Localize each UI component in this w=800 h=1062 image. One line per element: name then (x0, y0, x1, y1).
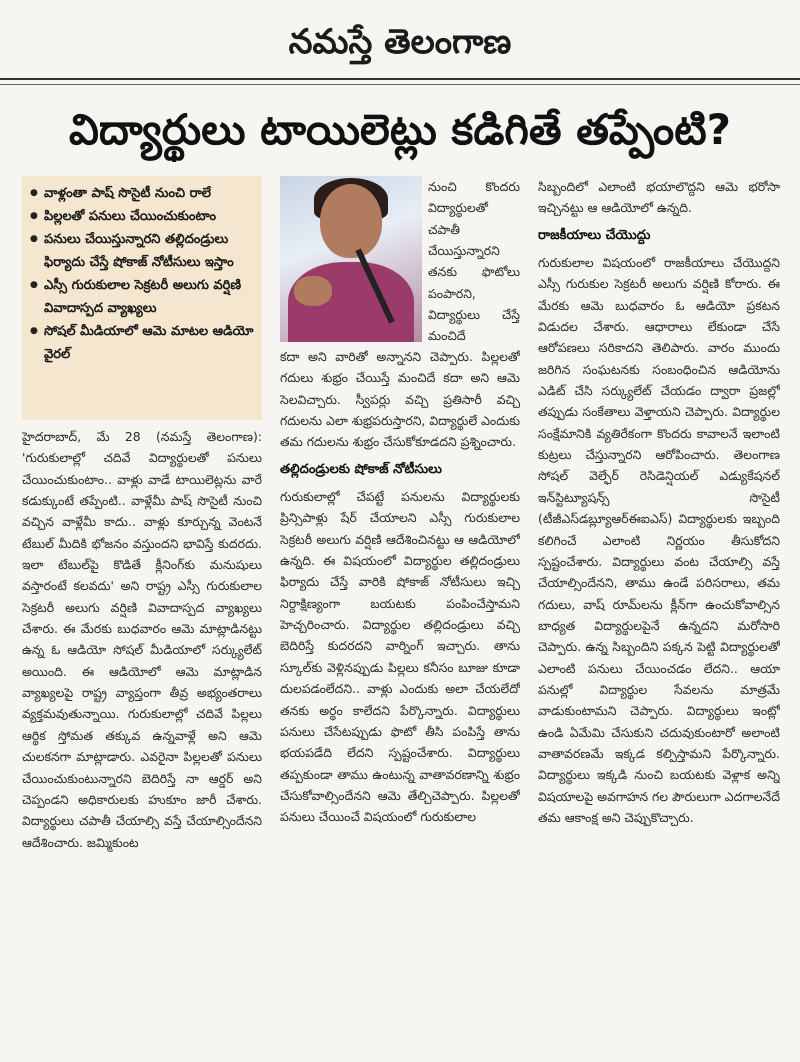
column-1-text: హైదరాబాద్, మే 28 (నమస్తే తెలంగాణ): 'గురుకులాల్లో చదివే విద్యార్థులతో పనులు చేయించుకుంటాం.. వాళ్లు వాడే టాయిలెట్లను వారే కడుక్కుంటే తప్పేంటి.. వాళ్లేమీ పాష్‌ సొసైటీ నుంచి వచ్చిన వాళ్లేమీ కాదు.. వాళ్లు కూర్చున్న వెంటనే టేబుల్‌ మీదికి భోజనం వస్తుందని భావిస్తే కుదరదు. ఇలా టేబుల్‌పై కొడితే క్లీనింగ్‌కు మనుషులు వస్తారంటే కలవదు' అని రాష్ట్ర ఎస్సీ గురుకులాల సెక్రటరీ అలుగు వర్షిణి వివాదాస్పద వ్యాఖ్యలు చేశారు. ఈ మేరకు బుధవారం ఆమె మాట్లాడినట్టు ఉన్న ఓ ఆడియో సోషల్‌ మీడియాలో సర్క్యులేట్‌ అయింది. ఈ ఆడియోలో ఆమె మాట్లాడిన వ్యాఖ్యలపై రాష్ట్ర వ్యాప్తంగా తీవ్ర అభ్యంతరాలు వ్యక్తమవుతున్నాయి. గురుకులాల్లో చదివే పిల్లలు ఆర్థిక స్తోమత తక్కువ ఉన్నవాళ్లే అని ఆమె చులకనగా మాట్లాడారు. ఎవరైనా పిల్లలతో పనులు చేయించుకుంటున్నారని బెదిరిస్తే నా ఆర్డర్‌ అని చెప్పండని అధికారులకు హుకూం జారీ చేశారు. విద్యార్థులు చపాతీ చేయాల్సి వస్తే చేయాల్సిందేనని ఆదేశించారు. జమ్మికుంట (22, 429, 262, 850)
newspaper-masthead: నమస్తే తెలంగాణ (288, 22, 512, 62)
article-column-1 (22, 426, 262, 918)
article-column-2-top (428, 176, 520, 348)
subheading-parents-notice: తల్లిదండ్రులకు షోకాజ్‌ నోటీసులు (280, 461, 442, 477)
article-headline: విద్యార్థులు టాయిలెట్లు కడిగితే తప్పేంటి? (68, 105, 732, 154)
column-2-top-text: నుంచి కొందరు విద్యార్థులతో చపాతీ చేయిస్తున్నారని తనకు ఫొటోలు పంపారని, విద్యార్థులు చేస్తే మంచిదే (428, 179, 520, 344)
highlight-item: ● వాళ్లంతా పాష్‌ సొసైటీ నుంచి రాలే (30, 182, 254, 205)
masthead-rule (0, 78, 800, 80)
article-column-3 (538, 176, 780, 918)
highlight-item: ● పనులు చేయిస్తున్నారని తల్లిదండ్రులు ఫిర్యాదు చేస్తే షోకాజ్‌ నోటీసులు ఇస్తాం (30, 228, 254, 274)
highlight-item: ● సోషల్‌ మీడియాలో ఆమె మాటల ఆడియో వైరల్‌ (30, 320, 254, 366)
column-2-text: కదా అని వారితో అన్నానని చెప్పారు. పిల్లలతో గదులు శుభ్రం చేయిస్తే మంచిదే కదా అని ఆమె సెలవిచ్చారు. స్వీపర్లు వచ్చి ప్రతిసారీ వచ్చి గదులను ఎలా శుభ్రపరుస్తారని, విద్యార్థులే ఎందుకు తమ గదులను శుభ్రం చేసుకోకూడదని ప్రశ్నించారు. (280, 349, 520, 450)
official-photo (280, 176, 422, 342)
highlight-item: ● ఎస్సీ గురుకులాల సెక్రటరీ అలుగు వర్షిణి వివాదాస్పద వ్యాఖ్యలు (30, 274, 254, 320)
article-column-2 (280, 346, 520, 918)
column-3-text: సిబ్బందిలో ఎలాంటి భయాలొద్దని ఆమె భరోసా ఇచ్చినట్టు ఆ ఆడియోలో ఉన్నది. (538, 179, 780, 216)
column-3-text-2: గురుకులాల విషయంలో రాజకీయాలు చేయొద్దని ఎస్సీ గురుకుల సెక్రటరీ అలుగు వర్షిణి కోరారు. ఈ మేరకు ఆమె బుధవారం ఓ ఆడియో ప్రకటన విడుదల చేశారు. ఆధారాలు లేకుండా చేసే ఆరోపణలు సరికాదని తెలిపారు. వారం ముందు జరిగిన సంఘటనకు సంబంధించిన ఆడియోను ఎడిట్‌ చేసి సర్క్యులేట్‌ చేయడం ద్వారా ప్రజల్లో తప్పుడు సంకేతాలు వెళ్తాయని చెప్పారు. విద్యార్థుల సంక్షేమానికి వ్యతిరేకంగా కొందరు కావాలనే ఇలాంటి కుట్రలు చేస్తున్నారని ఆరోపించారు. తెలంగాణ సోషల్‌ వెల్ఫేర్‌ రెసిడెన్షియల్‌ ఎడ్యుకేషనల్‌ ఇన్‌స్టిట్యూషన్స్‌ సొసైటీ (టీజీఎస్‌డబ్ల్యూఆర్‌ఈఐఎస్‌) విద్యార్థులకు ఇబ్బంది కలిగించే ఎలాంటి నిర్ణయం తీసుకోదని స్పష్టంచేశారు. విద్యార్థులు వంట చేయాల్సి వస్తే చేయాల్సిందేనని, తాము ఉండే పరిసరాలు, తమ గదులు, వాష్‌ రూమ్‌లను క్లీన్‌గా ఉంచుకోవాల్సిన బాధ్యత విద్యార్థులపైనే ఉన్నదని మరోసారి చెప్పారు. ఉన్న సిబ్బందిని పక్కన పెట్టి విద్యార్థులతో ఎలాంటి పనులు చేయించడం లేదని.. ఆయా పనుల్లో విద్యార్థుల సేవలను మాత్రమే వాడుకుంటామని చెప్పారు. విద్యార్థులు ఇంట్లో ఉండి ఏమేమి చేసుకుని చదువుకుంటారో అలాంటి వాతావరణమే ఇక్కడ కల్పిస్తామని పేర్కొన్నారు. విద్యార్థులు ఇక్కడి నుంచి బయటకు వెళ్లాక అన్ని విషయాలపై అవగాహన గల పౌరులుగా ఎదగాలనేదే తమ ఆకాంక్ష అని చెప్పుకొచ్చారు. (538, 255, 780, 825)
subheading-no-politics: రాజకీయాలు చేయొద్దు (538, 227, 651, 243)
highlight-item: ● పిల్లలతో పనులు చేయించుకుంటాం (30, 205, 254, 228)
column-2-text-2: గురుకులాల్లో చేపట్టే పనులను విద్యార్థులకు ప్రిన్సిపాళ్లు షేర్‌ చేయాలని ఎస్సీ గురుకులాల సెక్రటరీ అలుగు వర్షిణి ఆదేశించినట్టు ఆ ఆడియోలో ఉన్నది. ఈ విషయంలో విద్యార్థుల తల్లిదండ్రులు ఫిర్యాదు చేస్తే వారికి షోకాజ్‌ నోటీసులు ఇచ్చి నిర్దాక్షిణ్యంగా బయటకు పంపించేస్తామని హెచ్చరించారు. విద్యార్థుల తల్లిదండ్రులు వచ్చి బెదిరిస్తే కుదరదని వార్నింగ్‌ ఇచ్చారు. తాను స్కూల్‌కు వెళ్లినప్పుడు పిల్లలు కనీసం బూజు కూడా దులపడంలేదని.. వాళ్లు ఎందుకు అలా చేయలేదో తనకు అర్థం కాలేదని పేర్కొన్నారు. విద్యార్థులు పనులు చేసేటప్పుడు ఫొటో తీసి పంపిస్తే తాను భయపడేది లేదని స్పష్టంచేశారు. విద్యార్థులు తప్పకుండా తాము ఉంటున్న వాతావరణాన్ని శుభ్రం చేసుకోవాల్సిందేనని ఆమె తేల్చిచెప్పారు. పిల్లలతో పనులు చేయించే విషయంలో గురుకులాల (280, 489, 520, 825)
masthead-rule-thin (0, 84, 800, 85)
highlights-box (22, 176, 262, 420)
